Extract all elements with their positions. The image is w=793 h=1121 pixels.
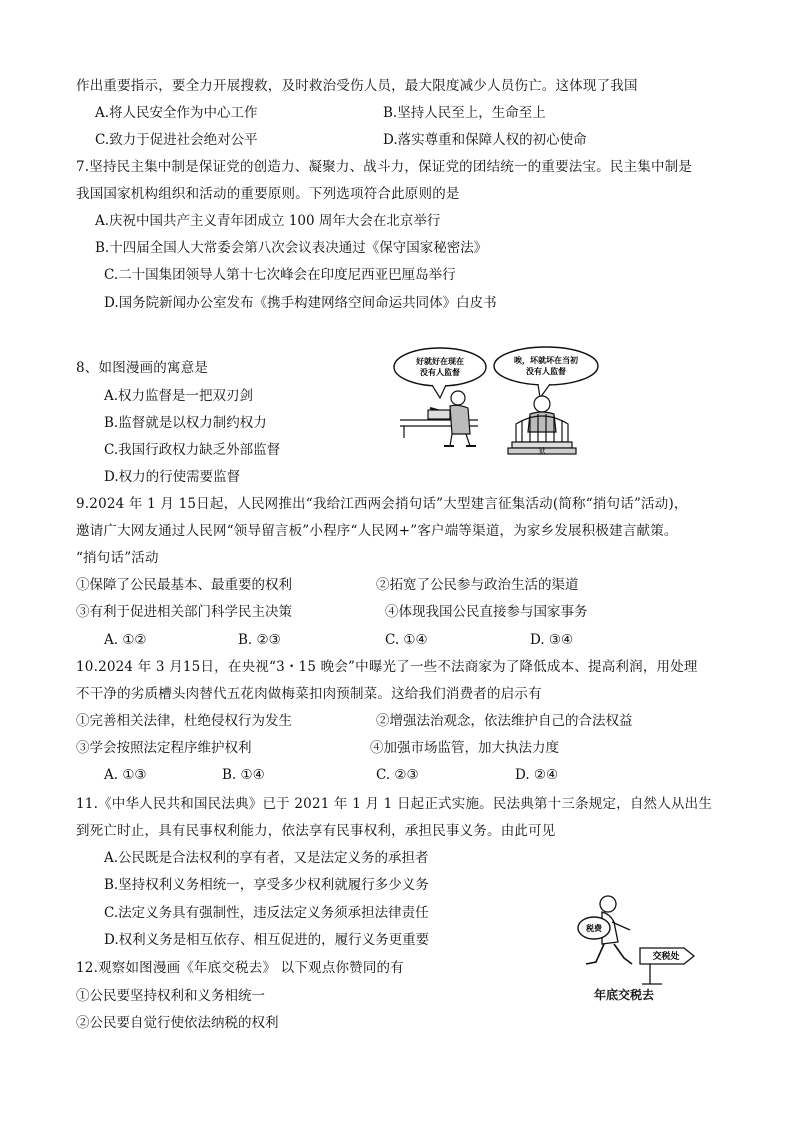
q9-stem-line2: 邀请广大网友通过人民网“领导留言板”小程序“人民网+”客户端等渠道，为家乡发展积极建言献策。 (76, 523, 678, 539)
q10-stem-line1: 10.2024 年 3 月15日，在央视“3・15 晚会”中曝光了一些不法商家为了降低成本、提高利润，用处理 (76, 659, 698, 675)
q7-option-a: A.庆祝中国共产主义青年团成立 100 周年大会在北京举行 (95, 213, 441, 229)
q9-option-d: D. ③④ (530, 632, 574, 648)
q11-option-a: A.公民既是合法权利的享有者，又是法定义务的承担者 (104, 850, 429, 866)
q10-option-c: C. ②③ (376, 767, 419, 783)
q10-option-b: B. ①④ (222, 767, 265, 783)
q9-option-b: B. ②③ (238, 632, 281, 648)
q12-stem: 12.观察如图漫画《年底交税去》 以下观点你赞同的有 (76, 960, 404, 976)
q8-option-c: C.我国行政权力缺乏外部监督 (104, 442, 281, 458)
q7-stem-line2: 我国国家机构组织和活动的重要原则。下列选项符合此原则的是 (76, 186, 460, 202)
bubble-right-line2: 没有人监督 (526, 367, 566, 376)
q10-stem-line2: 不干净的劣质槽头肉替代五花肉做梅菜扣肉预制菜。这给我们消费者的启示有 (76, 686, 542, 702)
q12-statement-1: ①公民要坚持权利和义务相统一 (76, 988, 265, 1004)
q11-option-b: B.坚持权利义务相统一，享受多少权利就履行多少义务 (104, 877, 429, 893)
q7-option-b: B.十四届全国人大常委会第八次会议表决通过《保守国家秘密法》 (95, 240, 488, 256)
bubble-right-line1: 唉，坏就坏在当初 (514, 356, 578, 365)
q10-statement-1: ①完善相关法律，杜绝侵权行为发生 (76, 713, 292, 729)
q10-option-d: D. ②④ (515, 767, 559, 783)
q6-option-b: B.坚持人民至上，生命至上 (383, 105, 546, 121)
q9-stem-line1: 9.2024 年 1 月 15日起，人民网推出“我给江西两会捎句话”大型建言征集活动(简称“捎句话”活动)， (76, 496, 688, 512)
q7-stem-line1: 7.坚持民主集中制是保证党的创造力、凝聚力、战斗力，保证党的团结统一的重要法宝。民主集中制是 (76, 159, 693, 175)
q9-statement-4: ④体现我国公民直接参与国家事务 (385, 604, 588, 620)
q12-statement-2: ②公民要自觉行使依法纳税的权利 (76, 1015, 279, 1031)
prison-label: 狱 (538, 447, 546, 455)
q6-option-d: D.落实尊重和保障人权的初心使命 (383, 132, 587, 148)
q10-option-a: A. ①③ (104, 767, 147, 783)
q9-option-c: C. ①④ (385, 632, 428, 648)
money-bag-label: 税费 (586, 924, 602, 933)
speech-bubble-left (394, 348, 486, 386)
q11-option-d: D.权利义务是相互依存、相互促进的，履行义务更重要 (104, 932, 430, 948)
tax-cartoon-caption: 年底交税去 (594, 988, 655, 1002)
q7-option-c: C.二十国集团领导人第十七次峰会在印度尼西亚巴厘岛举行 (104, 267, 456, 283)
speech-bubble-right (494, 347, 598, 385)
q7-option-d: D.国务院新闻办公室发布《携手构建网络空间命运共同体》白皮书 (104, 295, 497, 311)
q11-option-c: C.法定义务具有强制性，违反法定义务须承担法律责任 (104, 905, 429, 921)
bubble-left-line1: 好就好在现在 (416, 357, 464, 366)
q8-supervision-cartoon (390, 346, 690, 458)
q9-statement-1: ①保障了公民最基本、最重要的权利 (76, 577, 292, 593)
q8-stem: 8、如图漫画的寓意是 (76, 360, 209, 376)
q8-option-d: D.权力的行使需要监督 (104, 469, 241, 485)
official-in-prison-figure (508, 396, 576, 454)
q10-statement-2: ②增强法治观念，依法维护自己的合法权益 (376, 713, 633, 729)
q11-stem-line1: 11.《中华人民共和国民法典》已于 2021 年 1 月 1 日起正式实施。民法典第十三条规定，自然人从出生 (76, 796, 713, 812)
signpost-label: 交税处 (652, 952, 680, 962)
q8-option-a: A.权力监督是一把双刃剑 (104, 388, 254, 404)
q9-statement-3: ③有利于促进相关部门科学民主决策 (76, 604, 292, 620)
q11-stem-line2: 到死亡时止，具有民事权利能力，依法享有民事权利，承担民事义务。由此可见 (76, 823, 556, 839)
q10-statement-4: ④加强市场监管，加大执法力度 (370, 740, 559, 756)
q10-statement-3: ③学会按照法定程序维护权利 (76, 740, 252, 756)
q9-stem-line3: “捎句话”活动 (76, 550, 159, 566)
q6-option-a: A.将人民安全作为中心工作 (95, 105, 258, 121)
q9-statement-2: ②拓宽了公民参与政治生活的渠道 (376, 577, 579, 593)
q8-option-b: B.监督就是以权力制约权力 (104, 415, 267, 431)
q9-option-a: A. ①② (104, 632, 147, 648)
q6-option-c: C.致力于促进社会绝对公平 (95, 132, 258, 148)
q12-tax-cartoon (572, 892, 702, 988)
official-at-desk-figure (400, 391, 478, 446)
q6-stem-continuation: 作出重要指示，要全力开展搜救，及时救治受伤人员，最大限度减少人员伤亡。这体现了我国 (76, 78, 638, 94)
bubble-left-line2: 没有人监督 (420, 368, 460, 377)
